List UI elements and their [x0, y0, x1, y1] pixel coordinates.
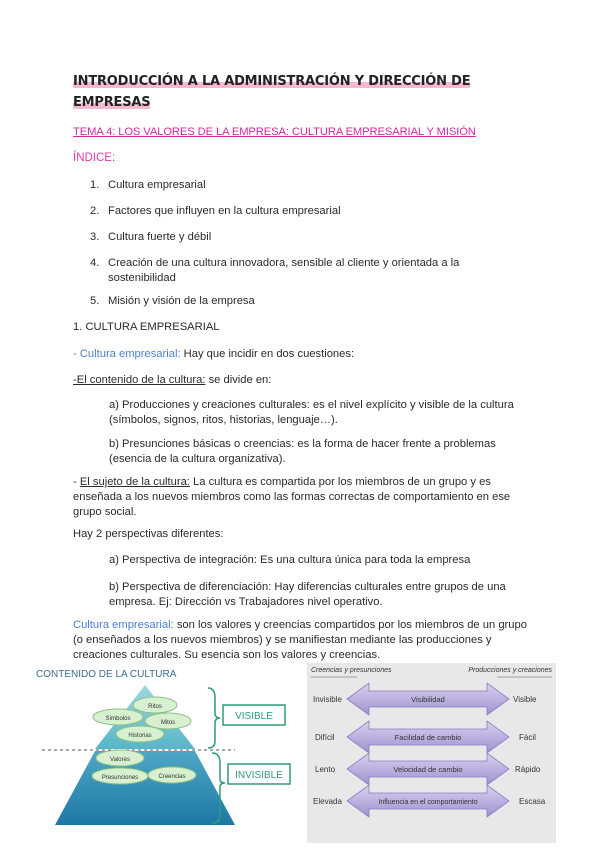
- row-left: Elevada: [313, 797, 342, 806]
- label-presunciones: Presunciones: [101, 775, 139, 781]
- row-right: Visible: [513, 695, 537, 704]
- paragraph: Hay 2 perspectivas diferentes:: [73, 528, 224, 540]
- paragraph: Cultura empresarial: son los valores y creencias compartidos por los miembros de un grupo (o enseñados a los nuevos miembros) y se manifiestan mediante las producciones y creaciones culturales. Su esencia son los valores y creencias.: [73, 619, 527, 661]
- label-mitos: Mitos: [160, 720, 176, 726]
- culture-content-diagram: [30, 663, 310, 843]
- invisible-label: INVISIBLE: [235, 770, 283, 781]
- section-heading: 1. CULTURA EMPRESARIAL: [73, 321, 220, 333]
- label-valores: Valores: [110, 757, 130, 763]
- left-header: Creencias y presunciones: [311, 667, 392, 674]
- comparison-svg: [307, 663, 556, 843]
- index-item: 3. Cultura fuerte y débil: [90, 231, 212, 243]
- paragraph: - El sujeto de la cultura: La cultura es compartida por los miembros de un grupo y es enseñada a los nuevos miembros como las formas correctas de comportamiento en ese grupo social.: [73, 476, 511, 518]
- index-item: 4. Creación de una cultura innovadora, sensible al cliente y orientada a la sostenibilidad: [90, 257, 460, 284]
- topic-heading: TEMA 4: LOS VALORES DE LA EMPRESA: CULTURA EMPRESARIAL Y MISIÓN: [73, 126, 476, 138]
- row-left: Invisible: [313, 695, 342, 704]
- label-historias: Historias: [128, 733, 152, 739]
- label-creencias: Creencias: [158, 774, 186, 780]
- label-simbolos: Símbolos: [105, 716, 131, 722]
- row-left: Difícil: [315, 733, 335, 742]
- row-right: Escasa: [519, 797, 546, 806]
- row-right: Fácil: [519, 733, 536, 742]
- index-item: 5. Misión y visión de la empresa: [90, 295, 255, 307]
- culture-comparison-diagram: [307, 663, 556, 843]
- brace-visible: [208, 688, 220, 748]
- row-arrow-label: Visibilidad: [411, 695, 445, 704]
- index-item: 1. Cultura empresarial: [90, 179, 206, 191]
- pyramid-svg: [30, 663, 310, 843]
- row-arrow-label: Facilidad de cambio: [394, 733, 462, 742]
- paragraph: a) Producciones y creaciones culturales: es el nivel explícito y visible de la cultura (símbolos, signos, ritos, historias, lenguaje…).: [109, 399, 514, 426]
- paragraph: - Cultura empresarial: Hay que incidir en dos cuestiones:: [73, 348, 355, 360]
- right-header: Producciones y creaciones: [468, 667, 552, 674]
- index-heading: ÍNDICE:: [73, 152, 116, 164]
- paragraph: b) Perspectiva de diferenciación: Hay diferencias culturales entre grupos de una empresa. Ej: Dirección vs Trabajadores nivel operativo.: [109, 581, 506, 608]
- diagram-left-title: CONTENIDO DE LA CULTURA: [36, 669, 177, 680]
- row-right: Rápido: [515, 765, 541, 774]
- document-title: INTRODUCCIÓN A LA ADMINISTRACIÓN Y DIRECCIÓN DE EMPRESAS: [73, 74, 471, 110]
- visible-label: VISIBLE: [235, 711, 273, 722]
- row-arrow-label: Influencia en el comportamiento: [378, 799, 478, 806]
- row-left: Lento: [315, 765, 336, 774]
- index-item: 2. Factores que influyen en la cultura empresarial: [90, 205, 341, 217]
- paragraph: b) Presunciones básicas o creencias: es la forma de hacer frente a problemas (esencia de la cultura organizativa).: [109, 438, 496, 465]
- pyramid-bottom: [55, 751, 235, 825]
- paragraph: -El contenido de la cultura: se divide en:: [73, 374, 272, 386]
- paragraph: a) Perspectiva de integración: Es una cultura única para toda la empresa: [109, 554, 471, 566]
- label-ritos: Ritos: [148, 704, 162, 710]
- row-arrow-label: Velocidad de cambio: [393, 765, 463, 774]
